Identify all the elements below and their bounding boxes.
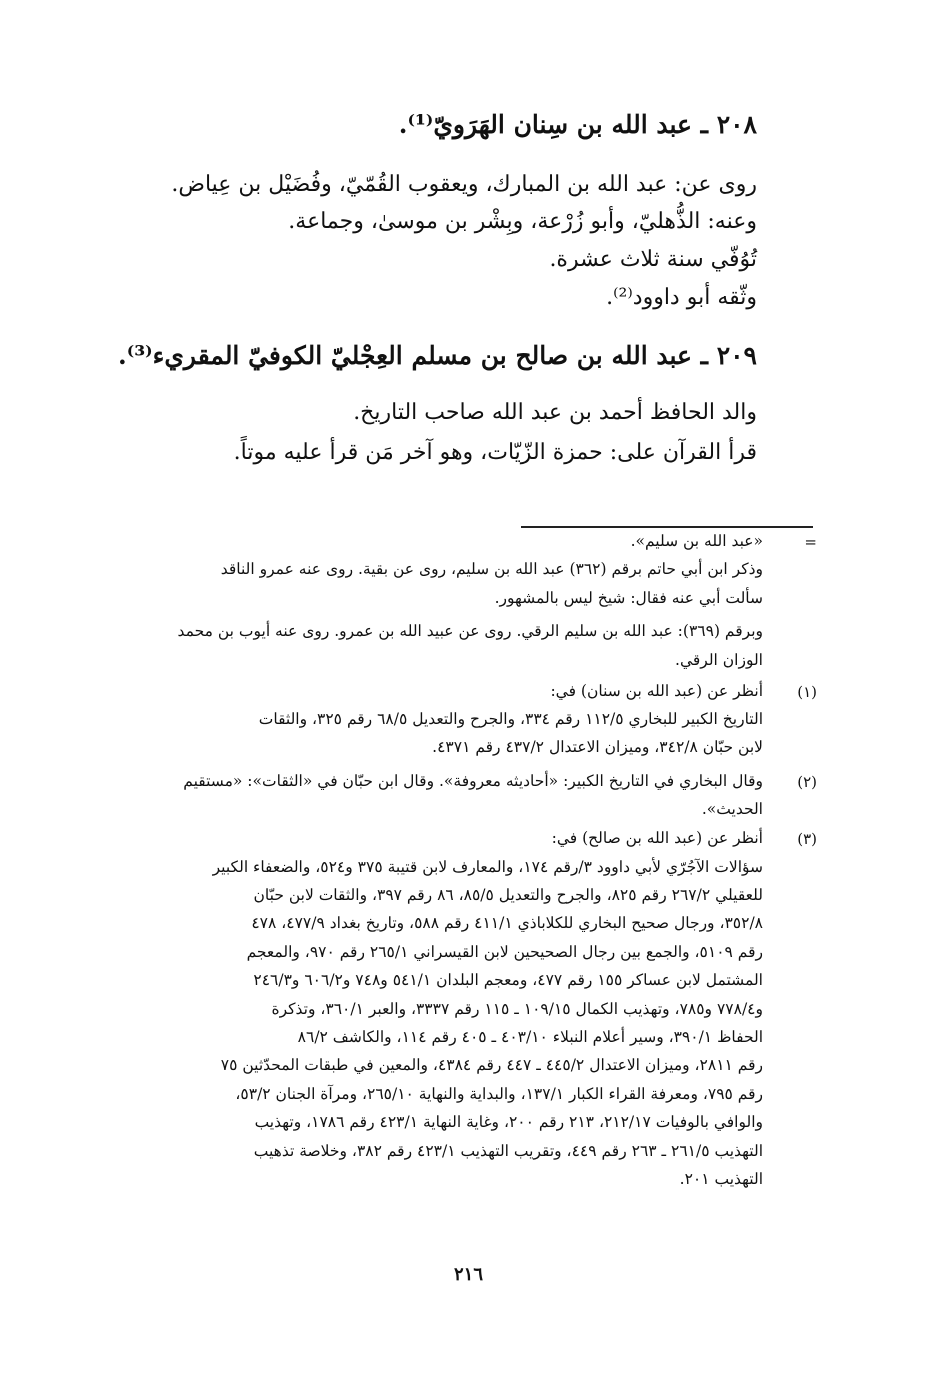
footnote-line: وذكر ابن أبي حاتم برقم (٣٦٢) عبد الله بن سليم، روى عن بقية. روى عنه عمرو الناقد: [220, 560, 763, 578]
entry-208-line-3: تُوُفّي سنة ثلاث عشرة.: [549, 247, 757, 272]
entry-208-line-2: وعنه: الذُّهليّ، وأبو زُرْعة، وبِشْر بن موسىٰ، وجماعة.: [288, 209, 757, 234]
footnote-3-line: التهذيب ٢٦١/٥ ـ ٢٦٣ رقم ٤٤٩، وتقريب التهذيب ٤٢٣/١ رقم ٣٨٢، وخلاصة تذهيب: [253, 1142, 763, 1160]
footnote-3-line: رقم ٢٨١١، وميزان الاعتدال ٤٤٥/٢ ـ ٤٤٧ رقم ٤٣٨٤، والمعين في طبقات المحدّثين ٧٥: [220, 1056, 763, 1074]
footnote-2-line: وقال البخاري في التاريخ الكبير: «أحاديثه معروفة». وقال ابن حبّان في «الثقات»: «مستقيم: [183, 772, 763, 790]
continuation-marker: =: [804, 533, 817, 551]
footnote-2-marker: (٢): [797, 773, 817, 791]
footnote-1-line: لابن حبّان ٣٤٢/٨، وميزان الاعتدال ٤٣٧/٢ رقم ٤٣٧١.: [432, 738, 763, 756]
footnote-line: سألت أبي عنه فقال: شيخ ليس بالمشهور.: [494, 589, 763, 607]
footnote-3-line: و٧٧٨/٤ و٧٨٥، وتهذيب الكمال ١٠٩/١٥ ـ ١١٥ رقم ٣٣٣٧، والعبر ٣٦٠/١، وتذكرة: [271, 1000, 763, 1018]
footnote-3-line: والوافي بالوفيات ٢١٢/١٧، ٢١٣ رقم ٢٠٠، وغاية النهاية ٤٢٣/١ رقم ١٧٨٦، وتهذيب: [254, 1113, 763, 1131]
footnote-1-line: أنظر عن (عبد الله بن سنان) في:: [550, 682, 763, 700]
footnote-3-line: للعقيلي ٢٦٧/٢ رقم ٨٢٥، والجرح والتعديل ٨٥/٥، ٨٦ رقم ٣٩٧، والثقات لابن حبّان: [253, 886, 763, 904]
entry-209-line-2: قرأ القرآن على: حمزة الزّيّات، وهو آخر مَن قرأ عليه موتاً.: [233, 440, 757, 465]
entry-208-line-4: وثّقه أبو داوود⁽²⁾.: [606, 285, 757, 310]
footnote-line: الوزان الرقي.: [675, 651, 763, 669]
footnote-3-marker: (٣): [797, 830, 817, 848]
footnote-3-line: رقم ٥١٠٩، والجمع بين رجال الصحيحين لابن القيسراني ٢٦٥/١ رقم ٩٧٠، والمعجم: [246, 943, 763, 961]
footnote-2-line: الحديث».: [701, 800, 763, 818]
footnote-3-line: التهذيب ٢٠١.: [679, 1170, 763, 1188]
footnote-3-line: المشتمل لابن عساكر ١٥٥ رقم ٤٧٧، ومعجم البلدان ٥٤١/١ و٧٤٨ و٦٠٦/٢ و٢٤٦/٣: [253, 971, 763, 989]
footnote-3-line: رقم ٧٩٥، ومعرفة القراء الكبار ١٣٧/١، والبداية والنهاية ٢٦٥/١٠، ومرآة الجنان ٥٣/٢،: [235, 1085, 763, 1103]
footnote-3-line: أنظر عن (عبد الله بن صالح) في:: [551, 829, 763, 847]
page-number: ٢١٦: [453, 1264, 483, 1285]
footnote-3-line: الحفاظ ٣٩٠/١، وسير أعلام النبلاء ٤٠٣/١٠ ـ ٤٠٥ رقم ١١٤، والكاشف ٨٦/٢: [297, 1028, 763, 1046]
footnote-line: وبرقم (٣٦٩): عبد الله بن سليم الرقي. روى عن عبيد الله بن عمرو. روى عنه أيوب بن محمد: [177, 622, 763, 640]
entry-209-line-1: والد الحافظ أحمد بن عبد الله صاحب التاريخ.: [353, 400, 757, 425]
entry-208-line-1: روى عن: عبد الله بن المبارك، ويعقوب القُمّيّ، وفُضَيْل بن عِياض.: [171, 172, 757, 197]
footnote-3-line: ٣٥٢/٨، ورجال صحيح البخاري للكلاباذي ٤١١/١ رقم ٥٨٨، وتاريخ بغداد ٤٧٧/٩، ٤٧٨: [251, 914, 763, 932]
entry-208-title: ٢٠٨ ـ عبد الله بن سِنان الهَرَويّ⁽¹⁾.: [398, 110, 757, 139]
footnote-3-line: سؤالات الآجُرّي لأبي داوود ٣/رقم ١٧٤، والمعارف لابن قتيبة ٣٧٥ و٥٢٤، والضعفاء الكبير: [212, 858, 763, 876]
footnote-1-line: التاريخ الكبير للبخاري ١١٢/٥ رقم ٣٣٤، والجرح والتعديل ٦٨/٥ رقم ٣٢٥، والثقات: [258, 710, 763, 728]
footnote-1-marker: (١): [797, 683, 817, 701]
footnote-divider: [521, 526, 813, 528]
footnote-line: «عبد الله بن سليم».: [630, 532, 763, 550]
entry-209-title: ٢٠٩ ـ عبد الله بن صالح بن مسلم العِجْليّ الكوفيّ المقريء⁽³⁾.: [118, 341, 757, 370]
